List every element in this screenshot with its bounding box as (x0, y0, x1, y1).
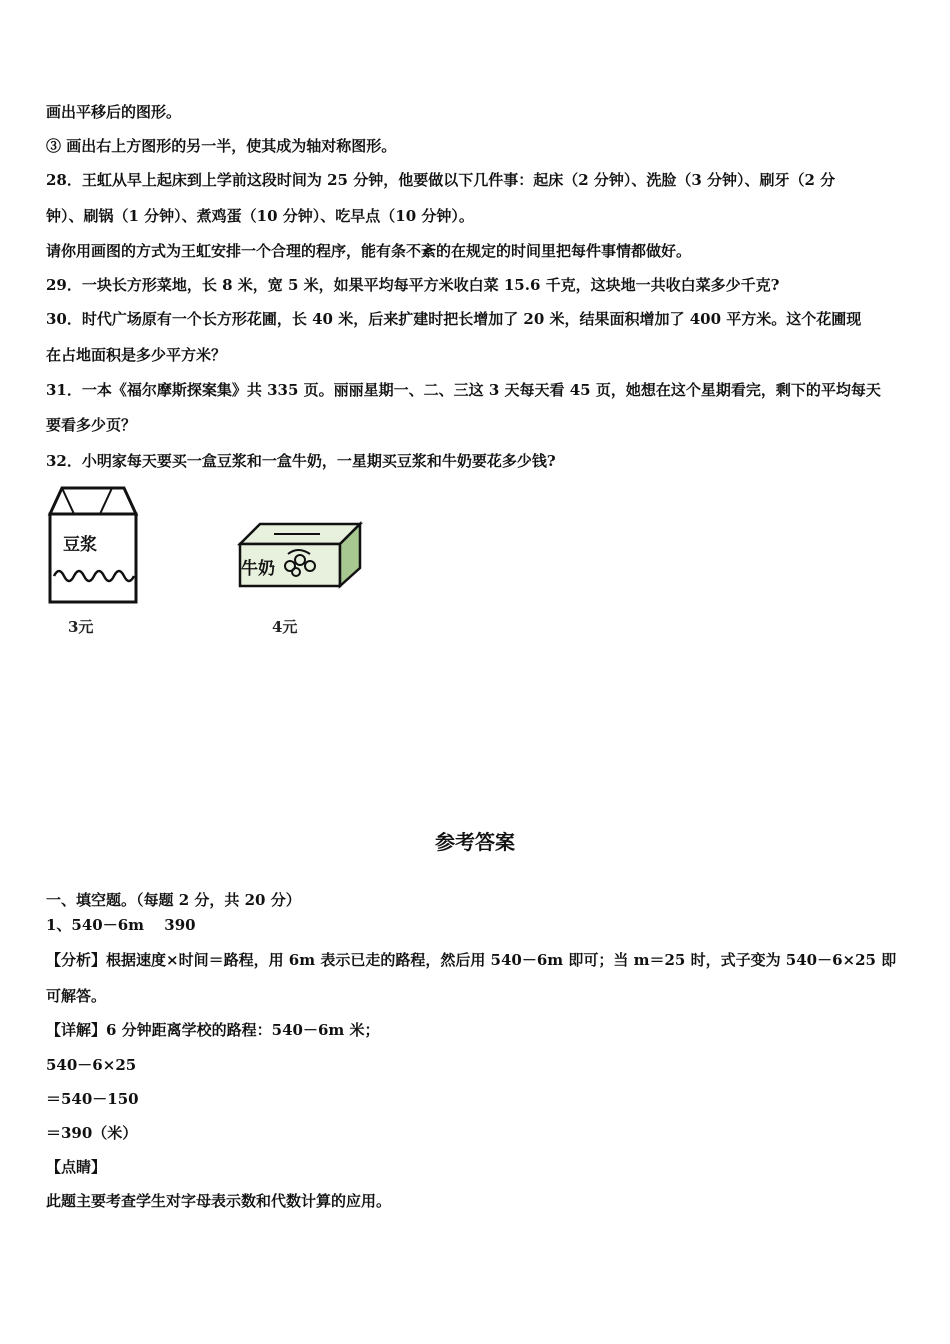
question-29: 29．一块长方形菜地，长 8 米，宽 5 米，如果平均每平方米收白菜 15.6 千克，这块地一共收白菜多少千克? (46, 276, 780, 294)
answer-analysis-line-1: 【分析】根据速度×时间＝路程，用 6m 表示已走的路程，然后用 540－6m 即可；当 m＝25 时，式子变为 540－6×25 即 (46, 951, 897, 969)
milk-price: 4元 (272, 618, 298, 636)
answer-section-heading: 一、填空题。（每题 2 分，共 20 分） (46, 891, 301, 909)
soy-milk-label: 豆浆 (63, 535, 97, 555)
answer-detail: 【详解】6 分钟距离学校的路程：540－6m 米； (46, 1021, 380, 1039)
answer-calc-line: ＝540－150 (46, 1090, 139, 1108)
question-line: 画出平移后的图形。 (46, 103, 182, 121)
question-31-line-2: 要看多少页？ (46, 416, 137, 434)
answer-1: 1、540－6m 390 (46, 916, 196, 934)
answer-comment: 此题主要考查学生对字母表示数和代数计算的应用。 (46, 1192, 392, 1210)
answer-title: 参考答案 (435, 830, 515, 854)
answer-calc-line: 540－6×25 (46, 1056, 137, 1074)
question-30-line-2: 在占地面积是多少平方米？ (46, 346, 227, 364)
question-28-line-3: 请你用画图的方式为王虹安排一个合理的程序，能有条不紊的在规定的时间里把每件事情都做好。 (46, 242, 692, 260)
question-30-line-1: 30．时代广场原有一个长方形花圃，长 40 米，后来扩建时把长增加了 20 米，结果面积增加了 400 平方米。这个花圃现 (46, 310, 862, 328)
answer-comment-label: 【点睛】 (46, 1158, 107, 1176)
answer-calc-line: ＝390（米） (46, 1124, 138, 1142)
milk-label: 牛奶 (241, 559, 275, 579)
soy-milk-carton-image (44, 484, 140, 608)
milk-box-image (234, 518, 366, 590)
soy-milk-price: 3元 (68, 618, 94, 636)
question-28-line-1: 28．王虹从早上起床到上学前这段时间为 25 分钟，他要做以下几件事：起床（2 分钟）、洗脸（3 分钟）、刷牙（2 分 (46, 171, 836, 189)
question-28-line-2: 钟）、刷锅（1 分钟）、煮鸡蛋（10 分钟）、吃早点（10 分钟）。 (46, 207, 474, 225)
answer-analysis-line-2: 可解答。 (46, 987, 107, 1005)
question-line: ③ 画出右上方图形的另一半，使其成为轴对称图形。 (46, 137, 397, 155)
question-32: 32．小明家每天要买一盒豆浆和一盒牛奶，一星期买豆浆和牛奶要花多少钱? (46, 452, 556, 470)
question-31-line-1: 31．一本《福尔摩斯探案集》共 335 页。丽丽星期一、二、三这 3 天每天看 45 页，她想在这个星期看完，剩下的平均每天 (46, 381, 881, 399)
